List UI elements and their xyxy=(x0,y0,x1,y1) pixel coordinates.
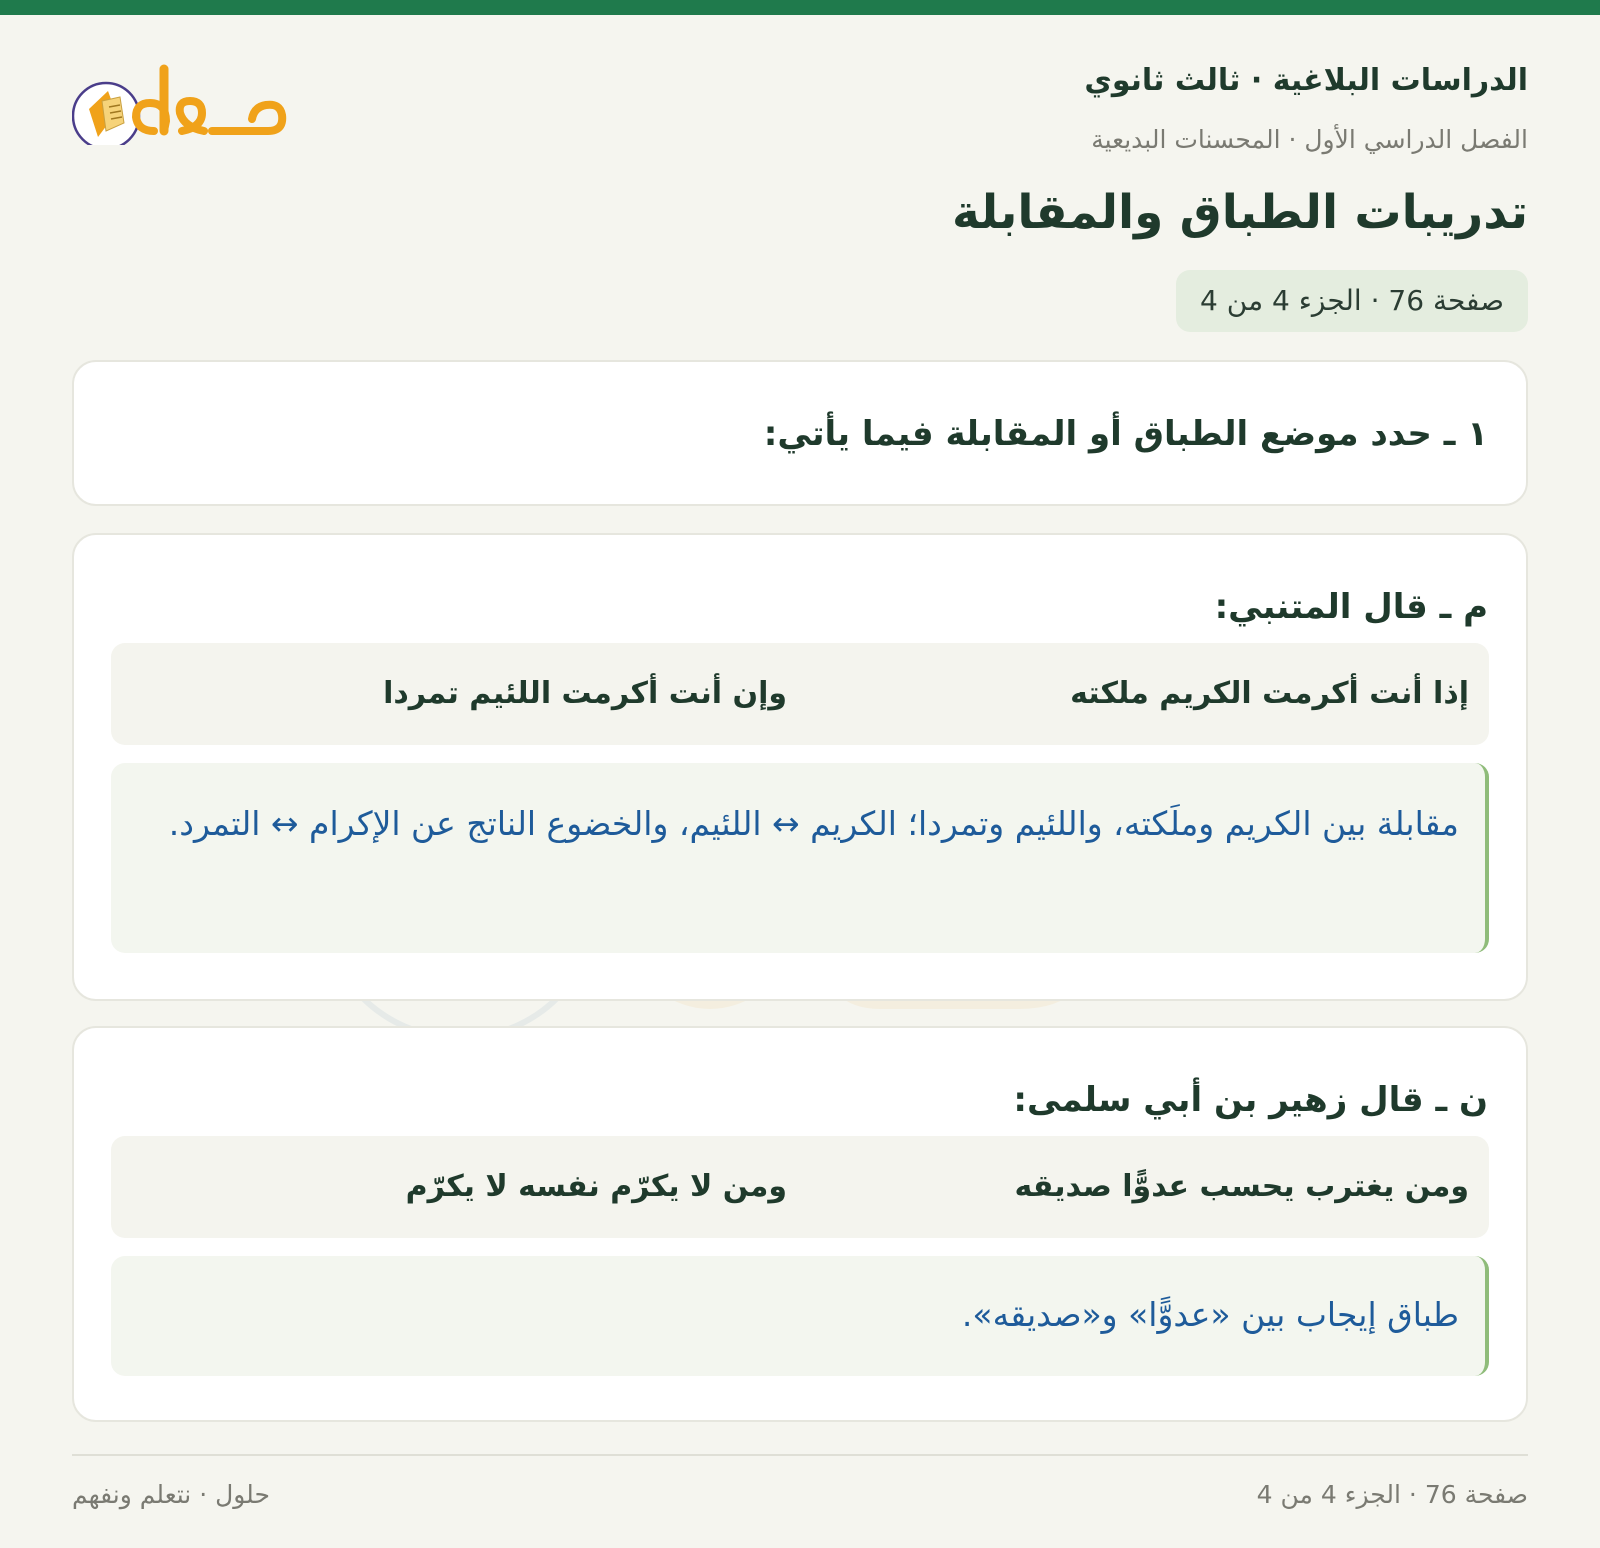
verse-box xyxy=(111,643,1489,745)
hulul-logo-icon[interactable] xyxy=(72,61,292,145)
answer-text: مقابلة بين الكريم وملَكته، واللئيم وتمردا؛ الكريم ↔ اللئيم، والخضوع الناتج عن الإكرام ↔ التمرد. xyxy=(168,804,1459,843)
semester-subtitle: الفصل الدراسي الأول · المحسنات البديعية xyxy=(1091,125,1528,154)
answer-text: طباق إيجاب بين «عدوًّا» و«صديقه». xyxy=(961,1295,1459,1334)
top-accent-bar xyxy=(0,0,1600,15)
question-card xyxy=(72,360,1528,506)
subject-title: الدراسات البلاغية · ثالث ثانوي xyxy=(1084,63,1528,98)
footer-page-info: صفحة 76 · الجزء 4 من 4 xyxy=(1256,1480,1528,1509)
exercise-card-mim xyxy=(72,533,1528,1001)
verse-second-hemistich: وإن أنت أكرمت اللئيم تمردا xyxy=(383,676,787,711)
footer-brand: حلول · نتعلم ونفهم xyxy=(72,1480,270,1509)
verse-first-hemistich: إذا أنت أكرمت الكريم ملكته xyxy=(1070,676,1469,711)
exercise-card-nun xyxy=(72,1026,1528,1422)
verse-first-hemistich: ومن يغترب يحسب عدوًّا صديقه xyxy=(1014,1169,1469,1204)
answer-box xyxy=(111,1256,1489,1376)
page-header xyxy=(72,55,1528,345)
page-title: تدريبات الطباق والمقابلة xyxy=(952,185,1528,240)
question-heading: ١ ـ حدد موضع الطباق أو المقابلة فيما يأتي: xyxy=(763,414,1488,454)
verse-box xyxy=(111,1136,1489,1238)
footer-divider xyxy=(72,1454,1528,1456)
exercise-heading: م ـ قال المتنبي: xyxy=(1214,587,1488,627)
exercise-heading: ن ـ قال زهير بن أبي سلمى: xyxy=(1013,1080,1488,1120)
answer-box xyxy=(111,763,1489,953)
page-badge: صفحة 76 · الجزء 4 من 4 xyxy=(1176,270,1528,332)
verse-second-hemistich: ومن لا يكرّم نفسه لا يكرّم xyxy=(405,1169,787,1204)
